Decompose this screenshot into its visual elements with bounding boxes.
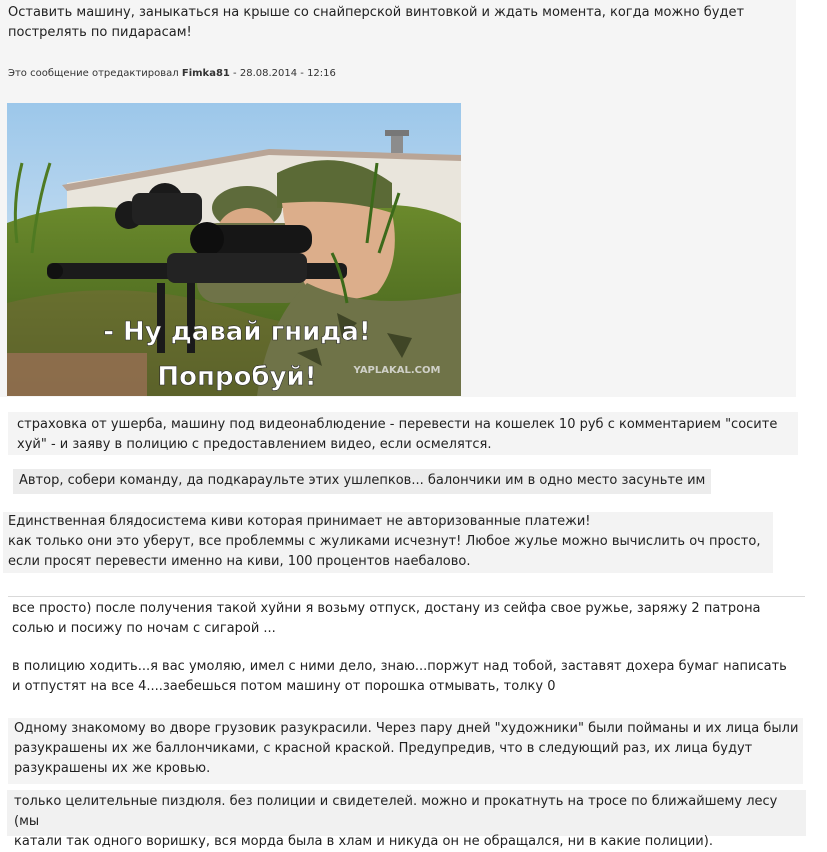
comment-3 <box>3 512 773 573</box>
spacer <box>12 639 805 657</box>
comment-5 <box>8 718 803 784</box>
comment-text: Автор, собери команду, да подкараульте этих ушлепков... балончики им в одно место засуньте им <box>19 473 706 488</box>
edit-note-prefix: Это сообщение отредактировал <box>8 68 179 79</box>
comment-1 <box>8 412 798 455</box>
comment-text-second: в полицию ходить...я вас умоляю, имел с ними дело, знаю...поржут над тобой, заставят дохера бумаг написать и отпустят на все 4....заебешься потом машину от порошка отмывать, толку 0 <box>12 659 787 694</box>
caption-line-2: Попробуй! <box>157 362 317 392</box>
edit-note <box>8 67 336 81</box>
post-text: Оставить машину, заныкаться на крыше со снайперской винтовкой и ждать момента, когда можно будет пострелять по пидарасам! <box>8 5 745 40</box>
comment-6 <box>7 790 806 849</box>
divider <box>8 596 805 597</box>
caption-line-1: - Ну давай гнида! <box>103 317 371 347</box>
comment-text: Одному знакомому во дворе грузовик разукрасили. Через пару дней "художники" были пойманы и их лица были разукрашены их же баллончиками, с красной краской. Предупредив, что в следующий раз, их лица будут разукрашены их же кровью. <box>14 721 799 776</box>
sniper-photo <box>7 103 461 396</box>
comment-2 <box>13 469 711 494</box>
comment-text: Единственная блядосистема киви которая принимает не авторизованные платежи! как только они это уберут, все проблеммы с жуликами исчезнут! Любое жулье можно вычислить оч просто, если просят перевести именно на киви, 100 процентов наебалово. <box>8 514 761 569</box>
comment-text: все просто) после получения такой хуйни я возьму отпуск, достану из сейфа свое ружье, заряжу 2 патрона солью и посижу по ночам с сигарой ... <box>12 601 761 636</box>
post-image[interactable] <box>7 103 461 396</box>
comment-text: только целительные пиздюля. без полиции и свидетелей. можно и прокатнуть на тросе по ближайшему лесу (мы катали так одного воришку, вся морда была в хлам и никуда он не обращался, ни в какие полиции). <box>14 794 778 849</box>
comment-text: страховка от ушерба, машину под видеонаблюдение - перевести на кошелек 10 руб с комментарием "сосите хуй" - и заяву в полицию с предоставлением видео, если осмелятся. <box>17 417 778 452</box>
comment-4 <box>8 598 805 706</box>
post-block <box>0 0 796 397</box>
edit-note-date: - 28.08.2014 - 12:16 <box>229 68 336 79</box>
edit-note-user[interactable]: Fimka81 <box>181 68 230 79</box>
watermark: YAPLAKAL.COM <box>353 365 441 376</box>
